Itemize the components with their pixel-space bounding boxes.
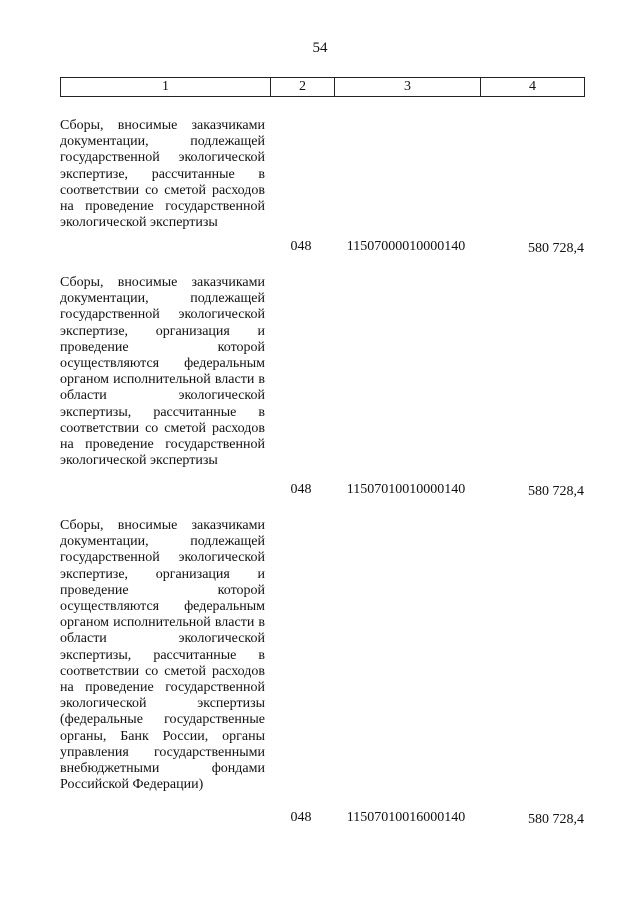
row-3-description: Сборы, вносимые заказчиками документации, подлежащей государственной экологической экспертизе, организация и проведение которой осуществляются федеральным органом исполнительной власти в области экологической экспертизы, рассчитанные в соответствии со сметой расходов на проведение государственной экологической экспертизы (федеральные государственные органы, Банк России, органы управления государственными внебюджетными фондами Российской Федерации)	[60, 518, 265, 793]
row-2-description: Сборы, вносимые заказчиками документации, подлежащей государственной экологической экспертизе, организация и проведение которой осуществляются федеральным органом исполнительной власти в области экологической экспертизы, рассчитанные в соответствии со сметой расходов на проведение государственной экологической экспертизы	[60, 275, 265, 469]
row-1-kbk: 11507000010000140	[346, 239, 466, 254]
row-3-amount: 580 728,4	[528, 812, 584, 827]
row-2-code: 048	[290, 482, 312, 497]
column-header-table	[60, 77, 585, 97]
row-3-code: 048	[290, 810, 312, 825]
row-2-amount: 580 728,4	[528, 484, 584, 499]
column-header-4: 4	[481, 78, 585, 97]
column-header-3: 3	[335, 78, 481, 97]
row-3-kbk: 11507010016000140	[346, 810, 466, 825]
row-1-code: 048	[290, 239, 312, 254]
column-header-row	[61, 78, 585, 97]
column-header-2: 2	[271, 78, 335, 97]
row-2-kbk: 11507010010000140	[346, 482, 466, 497]
page-number: 54	[312, 40, 328, 56]
row-1-description: Сборы, вносимые заказчиками документации, подлежащей государственной экологической экспертизе, рассчитанные в соответствии со сметой расходов на проведение государственной экологической экспертизы	[60, 118, 265, 231]
row-1-amount: 580 728,4	[528, 241, 584, 256]
column-header-1: 1	[61, 78, 271, 97]
